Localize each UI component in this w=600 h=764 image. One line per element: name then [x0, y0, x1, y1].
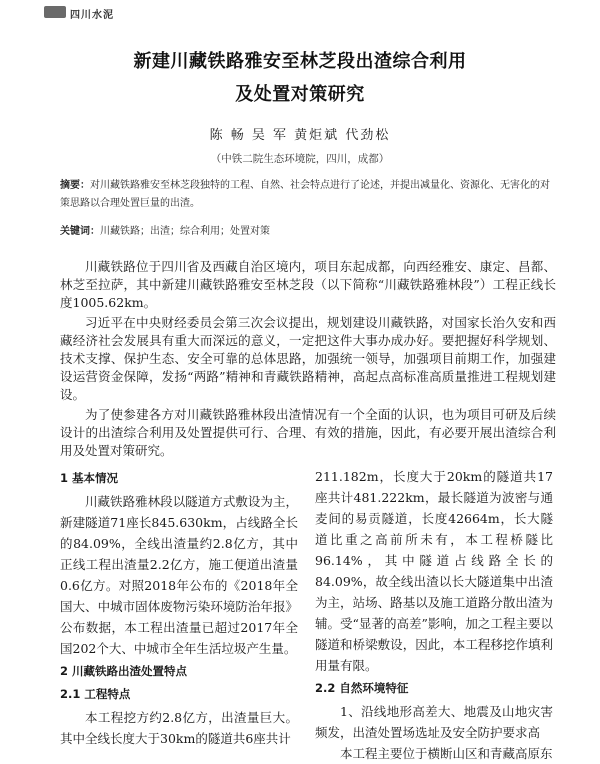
journal-mark: 四川水泥 — [70, 10, 114, 21]
abstract — [60, 177, 550, 213]
abstract-text: 对川藏铁路雅安至林芝段独特的工程、自然、社会特点进行了论述，并提出减量化、资源化、无害化的对策思路以合理处置巨量的出渣。 — [60, 180, 550, 209]
intro-paragraph: 川藏铁路位于四川省及西藏自治区境内，项目东起成都，向西经雅安、康定、昌都、林芝至拉萨，其中新建川藏铁路雅安至林芝段（以下简称“川藏铁路雅林段”）工程正线长度1005.62km。 — [60, 259, 556, 310]
section-2-2-item-1: 1、沿线地形高差大、地震及山地灾害频发，出渣处置场选址及安全防护要求高 — [315, 704, 553, 740]
authors: 陈 畅 吴 军 黄炬斌 代劲松 — [209, 128, 391, 143]
right-column — [315, 466, 553, 764]
introduction — [60, 258, 556, 462]
section-1-paragraph: 川藏铁路雅林段以隧道方式敷设为主，新建隧道71座长845.630km，占线路全长的84.09%，全线出渣量约2.8亿方，其中正线工程出渣量2.2亿方，施工便道出渣量0.6亿方。对照2018年公布的《2018年全国大、中城市固体废物污染环境防治年报》公布数据，本工程出渣量已超过2017年全国202个大、中城市全年生活垃圾产生量。 — [60, 494, 298, 656]
keywords — [60, 222, 550, 237]
section-heading-2: 2 川藏铁路出渣处置特点 — [60, 664, 188, 678]
intro-paragraph: 为了使参建各方对川藏铁路雅林段出渣情况有一个全面的认识，也为项目可研及后续设计的出渣综合利用及处置提供可行、合理、有效的措施，因此，有必要开展出渣综合利用及处置对策研究。 — [60, 407, 556, 458]
intro-paragraph: 习近平在中央财经委员会第三次会议提出，规划建设川藏铁路，对国家长治久安和西藏经济社会发展具有重大而深远的意义，一定把这件大事办成办好。要把握好科学规划、技术支撑、保护生态、安全可靠的总体思路，加强统一领导，加强项目前期工作，加强建设运营资金保障，发扬“两路”精神和青藏铁路精神，高起点高标准高质量推进工程规划建设。 — [60, 315, 556, 402]
paper-title-line1: 新建川藏铁路雅安至林芝段出渣综合利用 — [133, 51, 467, 72]
keywords-text: 川藏铁路；出渣；综合利用；处置对策 — [100, 226, 270, 237]
section-2-1-continued: 211.182m，长度大于20km的隧道共17座共计481.222km，最长隧道为波密与通麦间的易贡隧道，长度42664m，长大隧道比重之高前所未有，本工程桥隧比96.14%，其中隧道占线路全长的84.09%，故全线出渣以长大隧道集中出渣为主，站场、路基以及施工道路分散出渣为辅。受“显著的高差”影响，加之工程主要以隧道和桥梁敷设，因此，本工程移挖作填利用量有限。 — [315, 469, 553, 673]
section-heading-1: 1 基本情况 — [60, 471, 119, 485]
section-heading-2-2: 2.2 自然环境特征 — [315, 681, 409, 695]
keywords-label: 关键词： — [60, 226, 100, 237]
paper-title-line2: 及处置对策研究 — [235, 84, 365, 105]
section-2-1-paragraph: 本工程挖方约2.8亿方，出渣量巨大。其中全线长度大于30km的隧道共6座共计 — [60, 710, 298, 746]
journal-logo — [44, 6, 66, 18]
left-column — [60, 466, 298, 749]
section-heading-2-1: 2.1 工程特点 — [60, 687, 131, 701]
section-2-2-paragraph: 本工程主要位于横断山区和青藏高原东 — [340, 746, 553, 761]
abstract-label: 摘要： — [60, 180, 90, 191]
affiliation: （中铁二院生态环境院，四川，成都） — [210, 153, 390, 165]
